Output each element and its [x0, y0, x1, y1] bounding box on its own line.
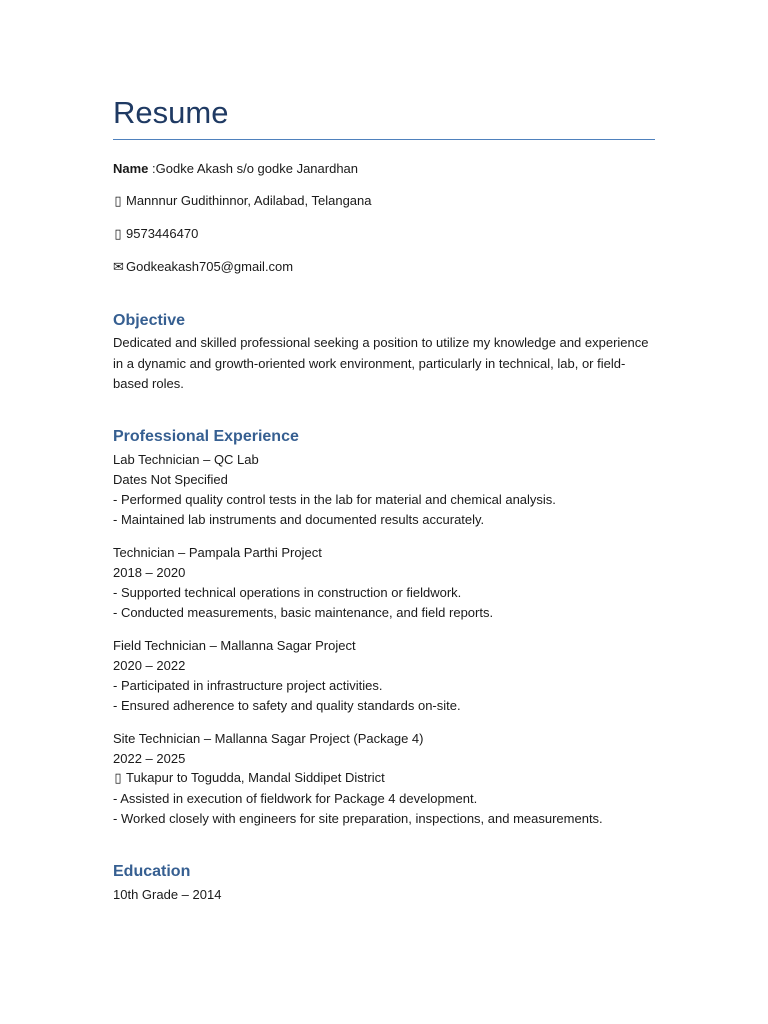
envelope-icon: ✉ [113, 259, 124, 274]
job-location-line [113, 768, 385, 788]
job-bullet: - Conducted measurements, basic maintenance, and field reports. [113, 605, 494, 620]
job-bullet: - Supported technical operations in construction or fieldwork. [113, 585, 462, 600]
title-divider [113, 139, 655, 140]
job-dates: Dates Not Specified [113, 472, 228, 487]
email-text: Godkeakash705@gmail.com [126, 259, 294, 274]
job-dates: 2020 – 2022 [113, 658, 186, 673]
location-icon: ▯ [114, 193, 122, 208]
name-label: Name [113, 161, 149, 176]
job-bullet: - Assisted in execution of fieldwork for Package 4 development. [113, 791, 478, 806]
education-heading: Education [113, 863, 191, 880]
job-bullet: - Worked closely with engineers for site preparation, inspections, and measurements. [113, 811, 603, 826]
location-icon: ▯ [114, 770, 122, 785]
job-title: Technician – Pampala Parthi Project [113, 545, 322, 560]
job-title: Field Technician – Mallanna Sagar Project [113, 638, 356, 653]
phone-line [113, 224, 198, 244]
job-bullet: - Performed quality control tests in the lab for material and chemical analysis. [113, 492, 556, 507]
page-title: Resume [113, 95, 229, 130]
phone-text: 9573446470 [126, 226, 199, 241]
objective-text: Dedicated and skilled professional seeking a position to utilize my knowledge and experience in a dynamic and growth-oriented work environment, particularly in technical, lab, or field-based roles. [113, 335, 649, 391]
address-line [113, 191, 372, 211]
job-location: Tukapur to Togudda, Mandal Siddipet District [126, 770, 385, 785]
email-line [113, 257, 293, 277]
job-bullet: - Participated in infrastructure project activities. [113, 678, 383, 693]
job-bullet: - Ensured adherence to safety and quality standards on-site. [113, 698, 461, 713]
job-title: Site Technician – Mallanna Sagar Project (Package 4) [113, 731, 424, 746]
name-line [113, 159, 358, 179]
experience-heading: Professional Experience [113, 428, 299, 445]
job-title: Lab Technician – QC Lab [113, 452, 259, 467]
phone-icon: ▯ [114, 226, 122, 241]
job-dates: 2018 – 2020 [113, 565, 186, 580]
objective-heading: Objective [113, 312, 186, 329]
education-item: 10th Grade – 2014 [113, 887, 222, 902]
name-value: :Godke Akash s/o godke Janardhan [148, 161, 359, 176]
job-dates: 2022 – 2025 [113, 751, 186, 766]
job-bullet: - Maintained lab instruments and documented results accurately. [113, 512, 485, 527]
address-text: Mannnur Gudithinnor, Adilabad, Telangana [126, 193, 372, 208]
